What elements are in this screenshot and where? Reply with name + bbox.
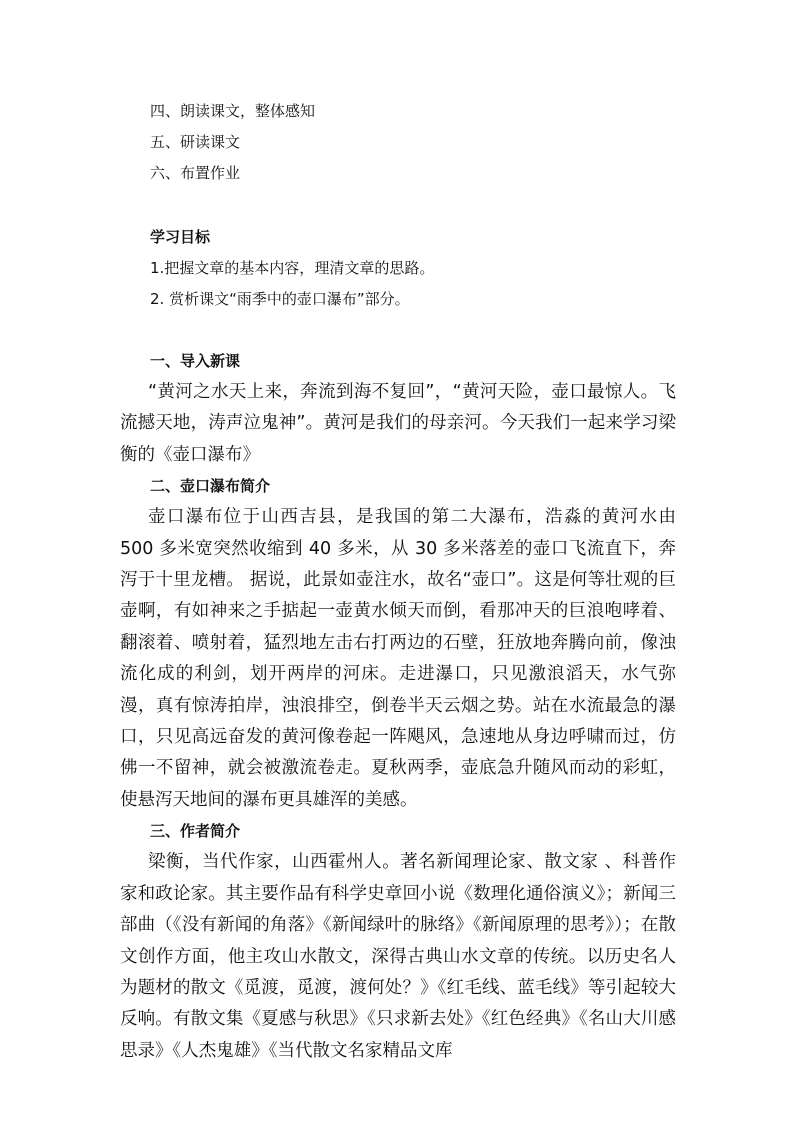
learning-goals-heading: 学习目标 [150,228,211,246]
outline-item: 六、布置作业 [150,164,241,182]
learning-goal-item: 2. 赏析课文“雨季中的壶口瀑布”部分。 [150,290,410,308]
section-title-intro: 一、导入新课 [150,352,241,370]
outline-item: 四、朗读课文，整体感知 [150,102,316,120]
lesson-sections [120,346,676,1067]
lesson-outline [150,96,690,189]
section-title-author: 三、作者简介 [150,822,241,841]
section-text-author: 梁衡，当代作家，山西霍州人。著名新闻理论家、散文家 、科普作家和政论家。其主要作品有科学史章回小说《数理化通俗演义》；新闻三部曲（《没有新闻的角落》《新闻绿叶的脉络》《新闻原理的思考》）；在散文创作方面，他主攻山水散文，深得古典山水文章的传统。以历史名人为题材的散文《觅渡，觅渡，渡何处？》《红毛线、蓝毛线》等引起较大反响。有散文集《夏感与秋思》《只求新去处》《红色经典》《名山大川感思录》《人杰鬼雄》《当代散文名家精品文库 [120,852,676,1061]
section-title-waterfall: 二、壶口瀑布简介 [150,477,271,496]
section-text-waterfall: 壶口瀑布位于山西吉县，是我国的第二大瀑布，浩淼的黄河水由 500 多米宽突然收缩到 40 多米，从 30 多米落差的壶口飞流直下，奔泻于十里龙槽。 据说，此景如壶注水，故名“壶口”。这是何等壮观的巨壶啊，有如神来之手掂起一壶黄水倾天而倒，看那冲天的巨浪咆哮着、翻滚着、喷射着，猛烈地左击右打两边的石壁，狂放地奔腾向前，像浊流化成的利剑，划开两岸的河床。走进瀑口，只见激浪滔天，水气弥漫，真有惊涛拍岸，浊浪排空，倒卷半天云烟之势。站在水流最急的瀑口，只见高远奋发的黄河像卷起一阵飓风，急速地从身边呼啸而过，仿佛一不留神，就会被激流卷走。夏秋两季，壶底急升随风而动的彩虹，使悬泻天地间的瀑布更具雄浑的美感。 [120,507,676,810]
learning-goals [150,222,690,315]
outline-item: 五、研读课文 [150,133,241,151]
learning-goal-item: 1.把握文章的基本内容，理清文章的思路。 [150,259,435,277]
section-text-intro: “黄河之水天上来，奔流到海不复回”，“黄河天险，壶口最惊人。飞流撼天地，涛声泣鬼神”。黄河是我们的母亲河。今天我们一起来学习梁衡的《壶口瀑布》 [120,382,676,465]
